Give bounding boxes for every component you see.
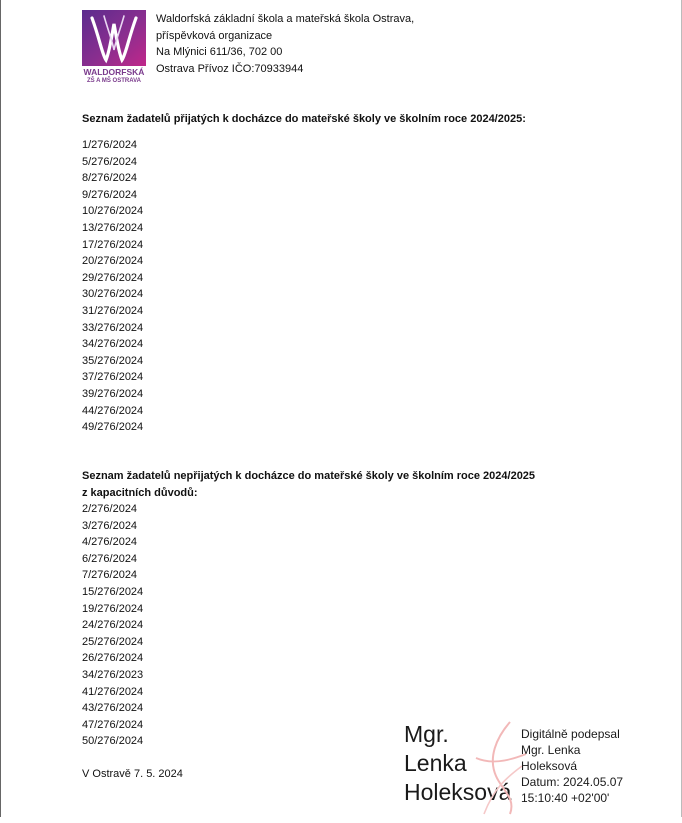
accepted-list	[82, 137, 143, 436]
list-item: 47/276/2024	[82, 718, 144, 731]
list-item: 30/276/2024	[82, 288, 144, 301]
list-item: 24/276/2024	[82, 619, 144, 632]
signature-name-line: Lenka	[404, 750, 467, 776]
school-address	[156, 11, 414, 77]
signature-info-line: Holeksová	[521, 759, 578, 773]
accepted-list-title: Seznam žadatelů přijatých k docházce do mateřské školy ve školním roce 2024/2025:	[82, 113, 526, 125]
list-item: 39/276/2024	[82, 387, 144, 400]
list-item: 3/276/2024	[82, 519, 138, 532]
list-item: 20/276/2024	[82, 255, 144, 268]
list-item: 15/276/2024	[82, 585, 144, 598]
digital-signature-info	[521, 726, 623, 806]
list-item: 1/276/2024	[82, 139, 138, 151]
signature-info-line: Mgr. Lenka	[521, 743, 581, 757]
signature-info-line: Digitálně podepsal	[521, 727, 620, 741]
signature-info-line: Datum: 2024.05.07	[521, 775, 624, 789]
list-item: 10/276/2024	[82, 205, 144, 218]
list-item: 35/276/2024	[82, 354, 144, 367]
rejected-title-line1: Seznam žadatelů nepřijatých k docházce do mateřské školy ve školním roce 2024/2025	[82, 470, 536, 482]
list-item: 19/276/2024	[82, 602, 144, 615]
signature-info-line: 15:10:40 +02'00'	[521, 791, 610, 805]
list-item: 34/276/2024	[82, 338, 144, 351]
list-item: 29/276/2024	[82, 271, 144, 284]
list-item: 2/276/2024	[82, 503, 138, 515]
list-item: 26/276/2024	[82, 652, 144, 665]
list-item: 25/276/2024	[82, 635, 144, 648]
logo-text-line2: ZŠ A MŠ OSTRAVA	[87, 78, 141, 84]
signature-name-line: Holeksová	[404, 779, 512, 805]
rejected-list	[82, 501, 143, 750]
signature-name-line: Mgr.	[404, 721, 449, 747]
list-item: 50/276/2024	[82, 735, 144, 748]
list-item: 17/276/2024	[82, 238, 144, 251]
address-line: Waldorfská základní škola a mateřská škola Ostrava,	[156, 13, 415, 25]
list-item: 41/276/2024	[82, 685, 144, 698]
address-line: Ostrava Přívoz IČO:70933944	[156, 62, 304, 75]
address-line: příspěvková organizace	[156, 29, 273, 42]
page-left-edge	[0, 0, 1, 817]
place-date: V Ostravě 7. 5. 2024	[82, 768, 183, 780]
rejected-list-title	[82, 468, 535, 501]
rejected-title-line2: z kapacitních důvodů:	[82, 486, 198, 499]
list-item: 6/276/2024	[82, 552, 138, 565]
list-item: 31/276/2024	[82, 304, 144, 317]
list-item: 13/276/2024	[82, 221, 144, 234]
list-item: 5/276/2024	[82, 155, 138, 168]
list-item: 7/276/2024	[82, 569, 138, 582]
list-item: 8/276/2024	[82, 172, 138, 185]
logo-text-line1: WALDORFSKÁ	[83, 67, 145, 77]
address-line: Na Mlýnici 611/36, 702 00	[156, 46, 283, 58]
list-item: 37/276/2024	[82, 371, 144, 384]
list-item: 49/276/2024	[82, 421, 144, 434]
list-item: 33/276/2024	[82, 321, 144, 334]
list-item: 9/276/2024	[82, 188, 138, 201]
school-logo-graphic	[82, 10, 146, 84]
school-logo	[82, 10, 146, 84]
list-item: 44/276/2024	[82, 404, 144, 417]
list-item: 43/276/2024	[82, 702, 144, 715]
list-item: 34/276/2023	[82, 668, 144, 681]
list-item: 4/276/2024	[82, 536, 138, 549]
